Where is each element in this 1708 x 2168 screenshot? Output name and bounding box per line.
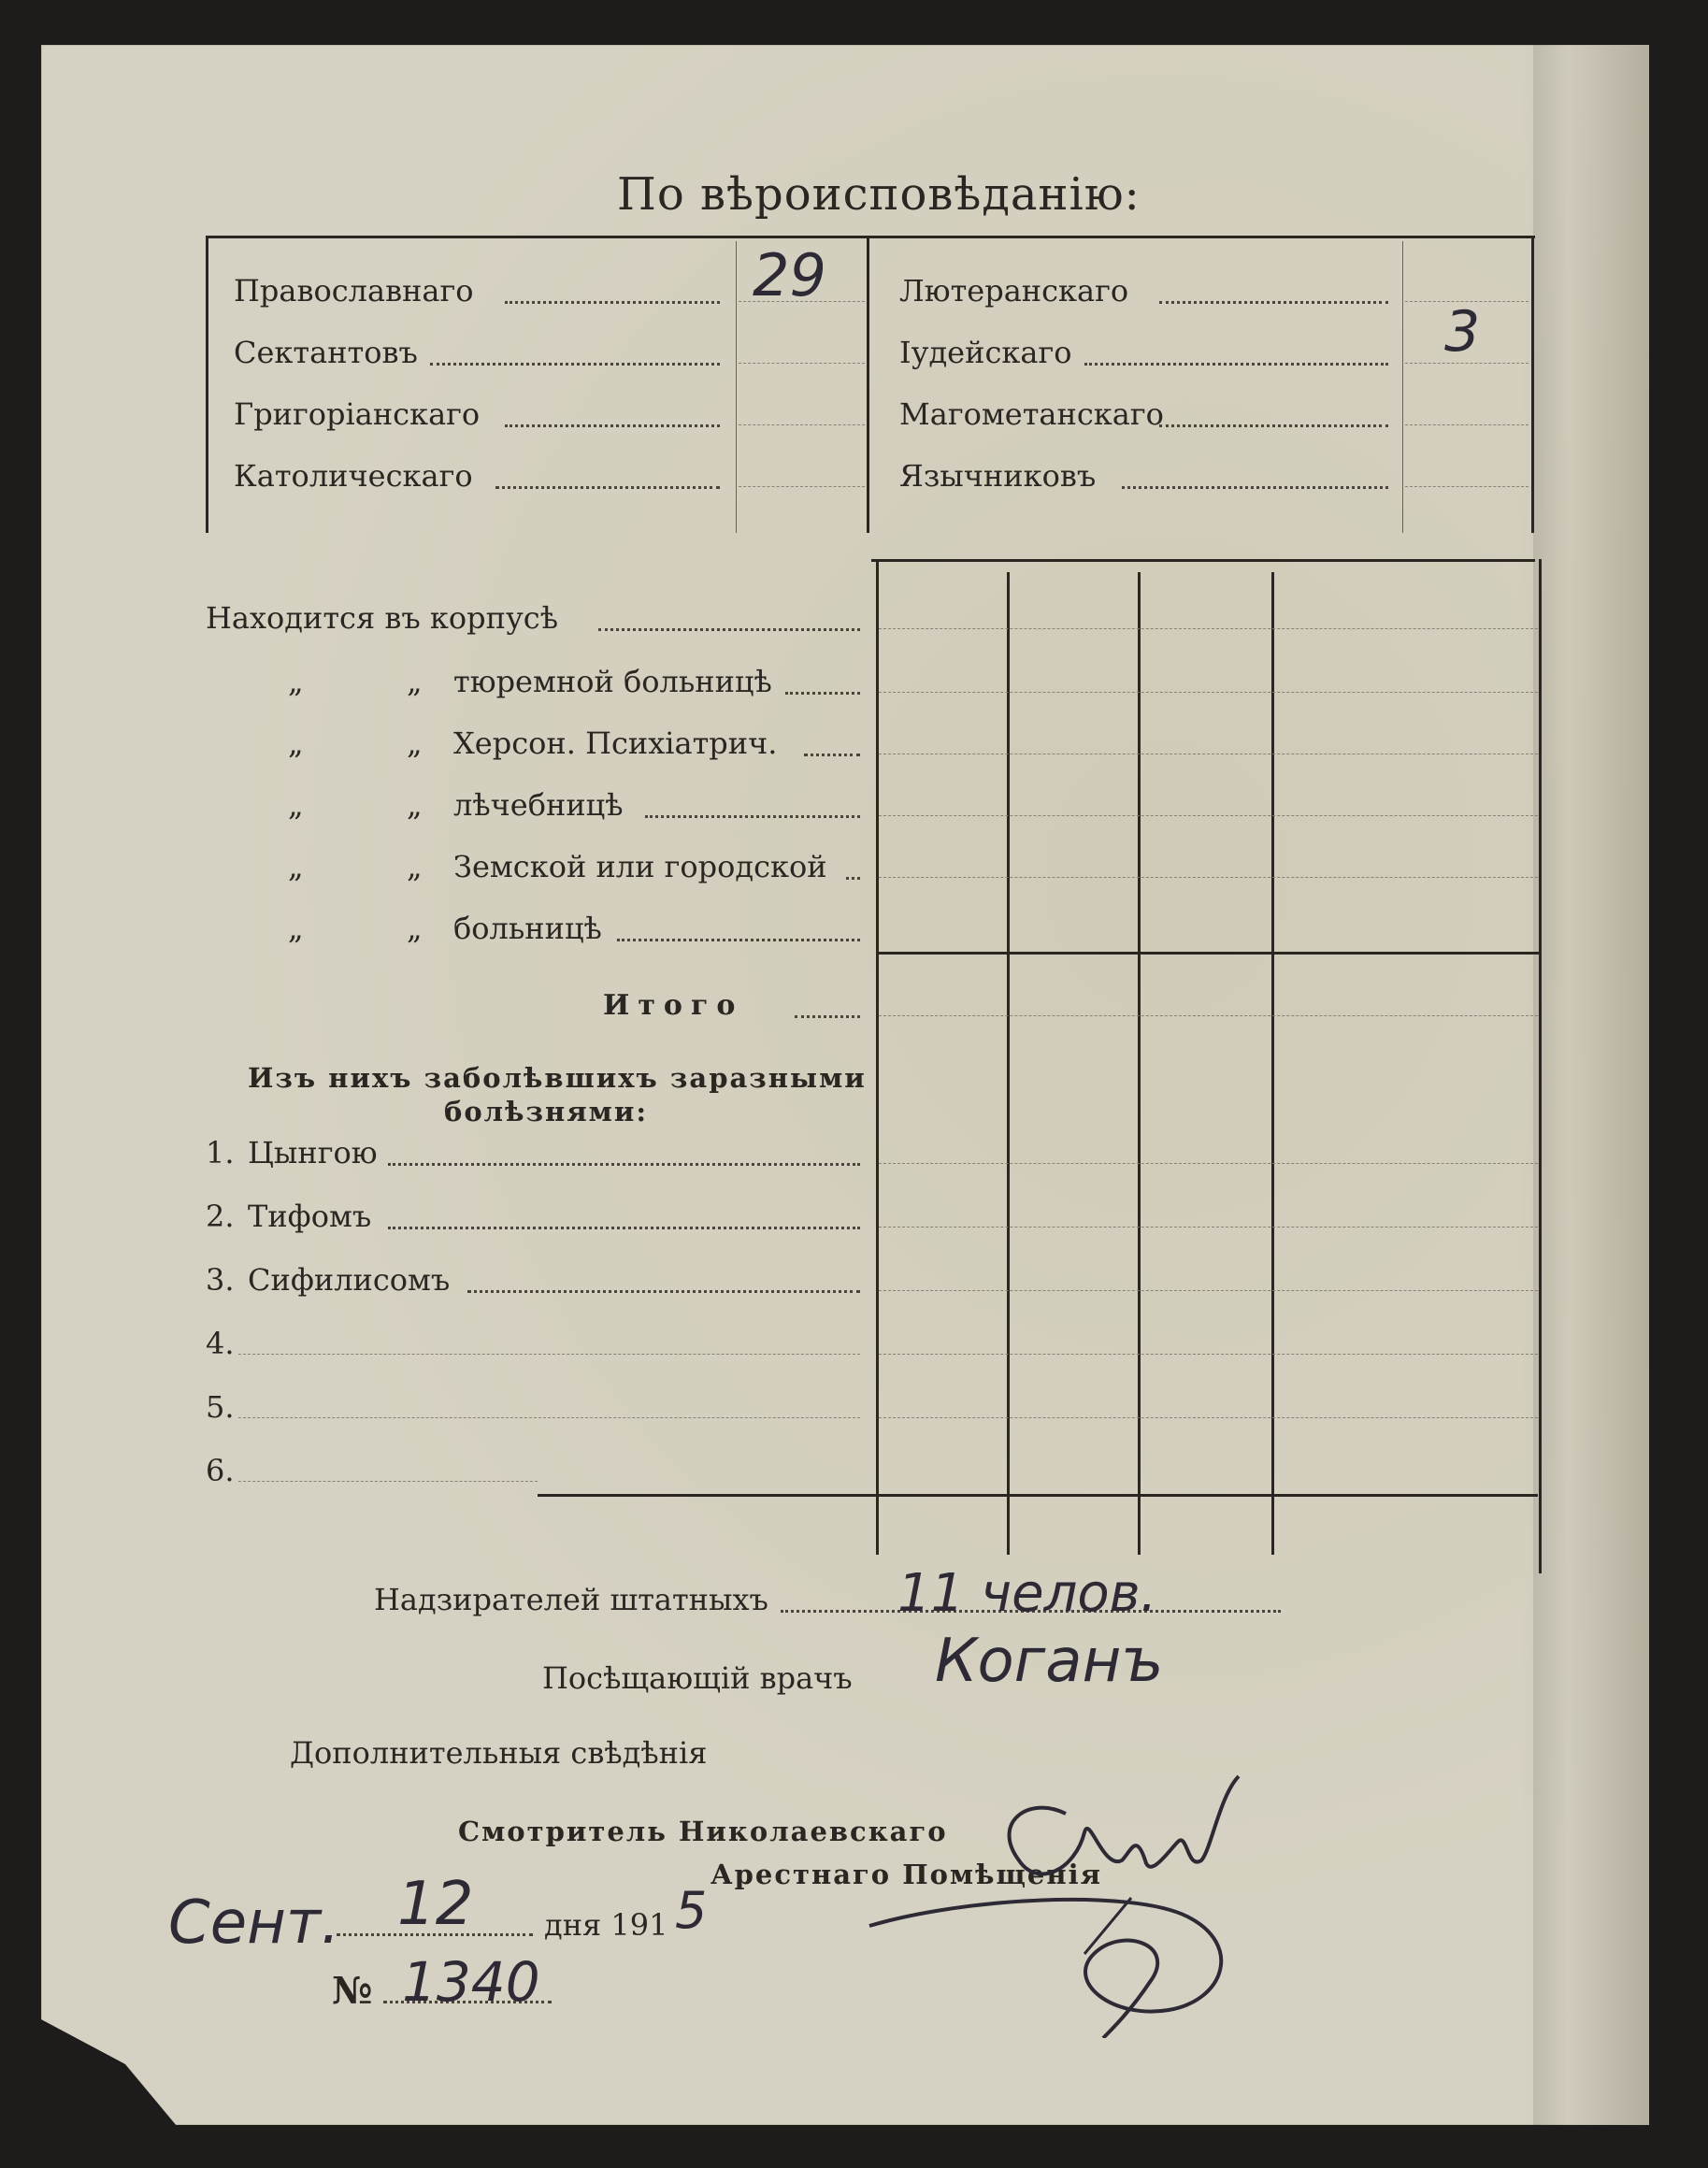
grid-row-guide	[879, 628, 1538, 629]
ditto-mark: „	[288, 725, 304, 761]
signature-mark	[851, 1758, 1318, 2038]
guards-value: 11 челов.	[897, 1563, 1157, 1624]
total-label: Итого	[603, 989, 744, 1022]
doctor-value: Коганъ	[935, 1627, 1164, 1696]
religion-value-orthodox: 29	[753, 241, 826, 309]
leader-dots	[430, 363, 720, 366]
disease-number: 6.	[206, 1453, 235, 1488]
leader-dots	[846, 877, 860, 880]
grid-col-rule	[1138, 572, 1141, 1555]
extra-info-label: Дополнительныя свѣдѣнія	[290, 1735, 708, 1771]
grid-row-guide	[879, 1015, 1538, 1016]
date-day: 12	[397, 1870, 474, 1939]
grid-row-guide	[879, 1163, 1538, 1164]
leader-dots	[645, 815, 860, 818]
religion-value-col-left	[736, 241, 737, 533]
disease-number: 1.	[206, 1135, 235, 1170]
ditto-mark: „	[288, 787, 304, 823]
grid-row-guide	[879, 815, 1538, 816]
date-month: Сент.	[168, 1888, 340, 1958]
page-fold-shadow	[1533, 45, 1649, 2125]
leader-dots	[617, 939, 860, 941]
religion-label-jewish: Іудейскаго	[899, 335, 1072, 370]
grid-row-guide	[879, 1227, 1538, 1228]
grid-col-rule	[876, 559, 879, 1555]
grid-row-guide	[879, 1290, 1538, 1291]
ditto-mark: „	[407, 725, 423, 761]
leader-dots	[1159, 424, 1388, 427]
location-label-zemstvo: Земской или городской	[453, 849, 827, 884]
disease-label-scurvy: Цынгою	[248, 1135, 378, 1170]
ditto-mark: „	[288, 664, 304, 699]
religion-label-muslim: Магометанскаго	[899, 396, 1164, 432]
ditto-mark: „	[407, 787, 423, 823]
ditto-mark: „	[288, 849, 304, 884]
leader-dots	[337, 1933, 533, 1936]
leader-dots	[1122, 486, 1388, 489]
leader-dots	[1159, 301, 1388, 304]
location-label-clinic: лѣчебницѣ	[453, 787, 624, 823]
leader-dots	[467, 1290, 860, 1293]
disease-heading-line1: Изъ нихъ заболѣвшихъ заразными	[248, 1062, 867, 1094]
disease-number: 3.	[206, 1262, 235, 1298]
grid-subtotal-rule	[876, 952, 1540, 955]
leader-dots	[495, 486, 720, 489]
blank-entry-line	[238, 1481, 538, 1482]
religion-value-col-right	[1402, 241, 1403, 533]
blank-entry-line	[238, 1417, 860, 1418]
ditto-mark: „	[407, 911, 423, 946]
doctor-label: Посѣщающій врачъ	[542, 1660, 853, 1696]
religion-label-pagan: Язычниковъ	[899, 458, 1097, 494]
location-label-psychiatric: Херсон. Психіатрич.	[453, 725, 778, 761]
warden-title-line2: Арестнаго Помѣщенія	[710, 1859, 1103, 1890]
value-guide	[739, 424, 865, 425]
grid-row-guide	[879, 877, 1538, 878]
disease-heading-line2: болѣзнями:	[444, 1096, 649, 1127]
date-text: дня 191	[544, 1907, 668, 1943]
value-guide	[1405, 486, 1529, 487]
grid-row-guide	[879, 1417, 1538, 1418]
religion-label-gregorian: Григоріанскаго	[234, 396, 481, 432]
religion-table-left-rule	[206, 236, 208, 533]
religion-table-middle-rule	[867, 236, 869, 533]
leader-dots	[388, 1163, 860, 1166]
leader-dots	[795, 1015, 860, 1018]
leader-dots	[1084, 363, 1388, 366]
disease-label-syphilis: Сифилисомъ	[248, 1262, 451, 1298]
grid-row-guide	[879, 1354, 1538, 1355]
page-title: По вѣроисповѣданію:	[617, 168, 1141, 221]
guards-label: Надзирателей штатныхъ	[374, 1582, 768, 1617]
location-label-hospital: больницѣ	[453, 911, 602, 946]
disease-number: 2.	[206, 1199, 235, 1234]
religion-table-top-rule	[206, 236, 1535, 238]
grid-col-rule	[1271, 572, 1274, 1555]
value-guide	[739, 486, 865, 487]
religion-table-right-rule	[1531, 236, 1534, 533]
grid-col-rule	[1007, 572, 1010, 1555]
religion-label-sectarian: Сектантовъ	[234, 335, 418, 370]
location-label-prison-hospital: тюремной больницѣ	[453, 664, 772, 699]
leader-dots	[505, 424, 720, 427]
grid-top-rule	[871, 559, 1535, 562]
disease-number: 5.	[206, 1389, 235, 1425]
location-label-corpus: Находится въ корпусѣ	[206, 600, 558, 636]
ditto-mark: „	[288, 911, 304, 946]
date-year-digit: 5	[675, 1881, 708, 1940]
religion-label-catholic: Католическаго	[234, 458, 473, 494]
number-sign: №	[332, 1969, 373, 2013]
ditto-mark: „	[407, 849, 423, 884]
blank-entry-line	[238, 1354, 860, 1355]
religion-label-lutheran: Лютеранскаго	[899, 273, 1129, 309]
religion-value-jewish: 3	[1444, 299, 1481, 365]
warden-title-line1: Смотритель Николаевскаго	[458, 1816, 948, 1847]
leader-dots	[505, 301, 720, 304]
leader-dots	[785, 692, 860, 695]
grid-row-guide	[879, 692, 1538, 693]
religion-label-orthodox: Православнаго	[234, 273, 474, 309]
leader-dots	[804, 754, 860, 756]
document-number: 1340	[402, 1950, 540, 2014]
grid-col-rule	[1539, 559, 1542, 1573]
value-guide	[1405, 424, 1529, 425]
ditto-mark: „	[407, 664, 423, 699]
value-guide	[739, 363, 865, 364]
disease-number: 4.	[206, 1326, 235, 1361]
leader-dots	[598, 628, 860, 631]
disease-label-typhus: Тифомъ	[248, 1199, 372, 1234]
grid-bottom-rule	[538, 1494, 1538, 1497]
leader-dots	[388, 1227, 860, 1229]
